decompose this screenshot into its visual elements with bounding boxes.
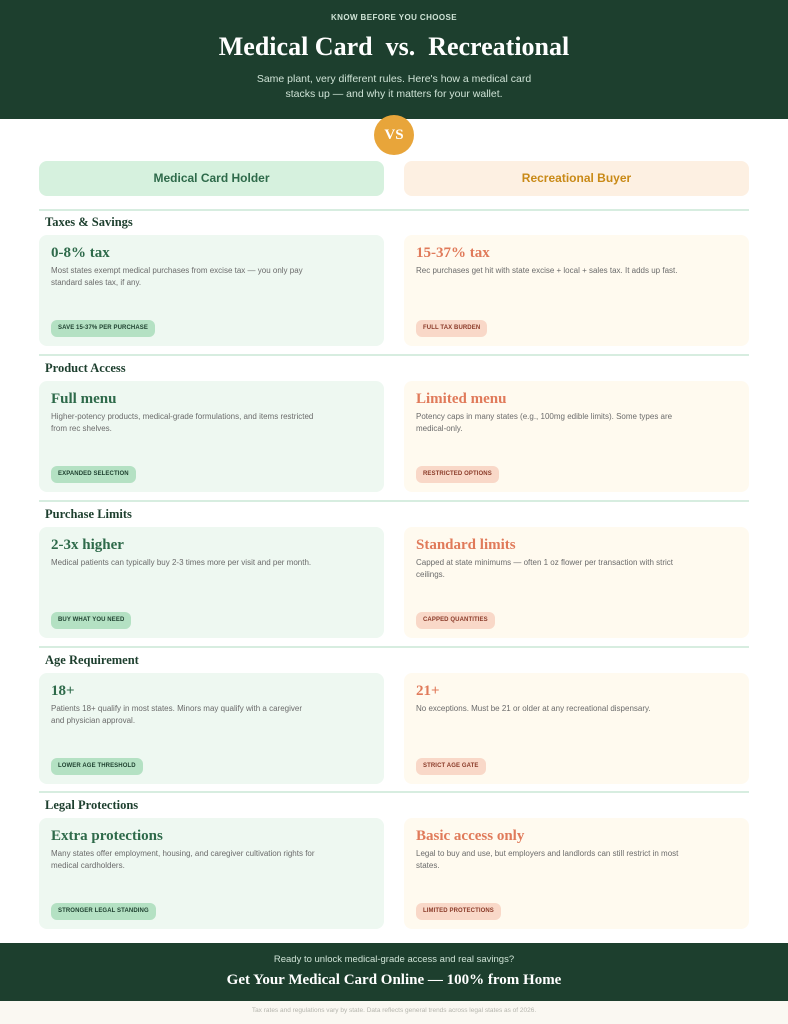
benefit-pill: LOWER AGE THRESHOLD [51, 758, 143, 775]
drawback-pill: LIMITED PROTECTIONS [416, 903, 501, 920]
drawback-pill: RESTRICTED OPTIONS [416, 466, 499, 483]
drawback-pill: STRICT AGE GATE [416, 758, 486, 775]
section-title-product-access: Product Access [45, 361, 126, 375]
card-headline: 18+ [51, 683, 75, 699]
card-headline: Full menu [51, 391, 117, 407]
drawback-pill: FULL TAX BURDEN [416, 320, 487, 337]
page-subtitle: Same plant, very different rules. Here's how a medical card stacks up — and why it matters for your wallet. [256, 73, 532, 100]
vs-badge: VS [374, 115, 414, 155]
card-headline: 21+ [416, 683, 440, 699]
card-medical-taxes [39, 235, 384, 346]
card-headline: 2-3x higher [51, 537, 124, 553]
card-description: No exceptions. Must be 21 or older at any recreational dispensary. [416, 704, 651, 713]
card-medical-legal-protections [39, 818, 384, 929]
card-recreational-age-requirement [404, 673, 749, 784]
card-recreational-product-access [404, 381, 749, 492]
card-description: Potency caps in many states (e.g., 100mg edible limits). Some types are medical-only. [416, 412, 673, 433]
card-description: Capped at state minimums — often 1 oz flower per transaction with strict ceilings. [416, 558, 673, 579]
card-recreational-legal-protections [404, 818, 749, 929]
section-title-taxes: Taxes & Savings [45, 215, 133, 229]
card-description: Many states offer employment, housing, and caregiver cultivation rights for medical cardholders. [51, 849, 315, 870]
card-description: Patients 18+ qualify in most states. Minors may qualify with a caregiver and physician approval. [51, 704, 302, 725]
benefit-pill: EXPANDED SELECTION [51, 466, 136, 483]
section-divider [39, 791, 749, 793]
benefit-pill: SAVE 15-37% PER PURCHASE [51, 320, 155, 337]
card-description: Medical patients can typically buy 2-3 times more per visit and per month. [51, 558, 312, 567]
section-title-age-requirement: Age Requirement [45, 653, 139, 667]
card-medical-product-access [39, 381, 384, 492]
card-headline: Limited menu [416, 391, 507, 407]
section-title-legal-protections: Legal Protections [45, 798, 139, 812]
card-headline: Basic access only [416, 828, 525, 844]
card-headline: Standard limits [416, 537, 516, 553]
section-divider [39, 354, 749, 356]
hero-banner [0, 0, 788, 119]
card-recreational-purchase-limits [404, 527, 749, 638]
drawback-pill: CAPPED QUANTITIES [416, 612, 495, 629]
benefit-pill: STRONGER LEGAL STANDING [51, 903, 156, 920]
card-description: Most states exempt medical purchases from excise tax — you only pay standard sales tax, if any. [51, 266, 303, 287]
column-header-recreational: Recreational Buyer [404, 161, 749, 196]
page-title: Medical Card vs. Recreational [218, 32, 570, 61]
card-medical-age-requirement [39, 673, 384, 784]
card-description: Rec purchases get hit with state excise + local + sales tax. It adds up fast. [416, 266, 678, 275]
card-recreational-taxes [404, 235, 749, 346]
eyebrow-label: KNOW BEFORE YOU CHOOSE [331, 13, 457, 22]
card-description: Legal to buy and use, but employers and landlords can still restrict in most states. [416, 849, 679, 870]
footnote: Tax rates and regulations vary by state. Data reflects general trends across legal states as of 2026. [0, 1001, 788, 1024]
column-header-medical: Medical Card Holder [39, 161, 384, 196]
card-headline: 0-8% tax [51, 245, 110, 261]
get-medical-card-link[interactable]: Get Your Medical Card Online — 100% from Home [226, 972, 562, 988]
section-divider [39, 646, 749, 648]
section-divider [39, 209, 749, 211]
section-title-purchase-limits: Purchase Limits [45, 507, 132, 521]
cta-subtitle: Ready to unlock medical-grade access and real savings? [273, 954, 515, 965]
card-headline: 15-37% tax [416, 245, 490, 261]
benefit-pill: BUY WHAT YOU NEED [51, 612, 131, 629]
section-divider [39, 500, 749, 502]
card-medical-purchase-limits [39, 527, 384, 638]
cta-banner [0, 943, 788, 1001]
card-description: Higher-potency products, medical-grade formulations, and items restricted from rec shelves. [51, 412, 314, 433]
card-headline: Extra protections [51, 828, 163, 844]
